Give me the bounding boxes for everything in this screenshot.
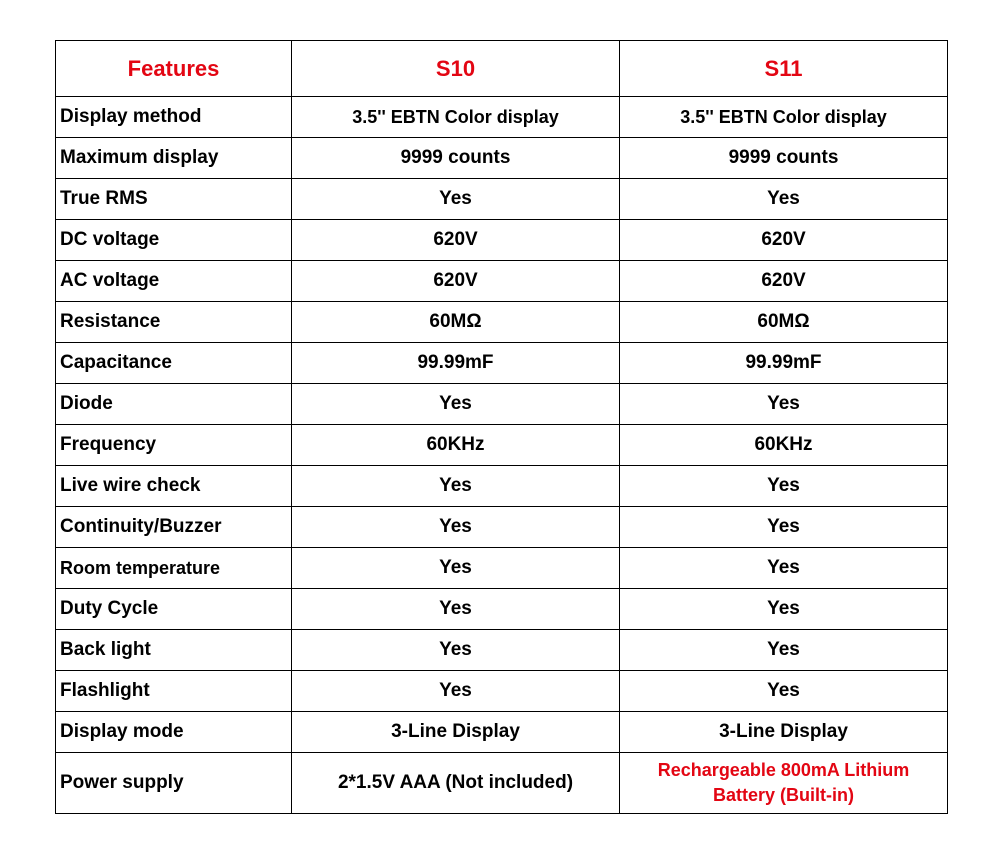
feature-label: Capacitance [56,343,292,384]
s11-value: Yes [620,630,948,671]
s11-power-line1: Rechargeable 800mA Lithium [657,760,910,780]
table-row [56,753,948,814]
feature-label: Continuity/Buzzer [56,507,292,548]
header-s10: S10 [292,41,620,97]
s10-value: 60MΩ [292,302,620,343]
feature-label: Maximum display [56,138,292,179]
feature-label: Room temperature [56,548,292,589]
table-row [56,466,948,507]
s10-value: Yes [292,548,620,589]
table-row [56,220,948,261]
table-row [56,179,948,220]
s11-value: Yes [620,507,948,548]
s11-value-highlight [620,753,948,814]
s11-value: Yes [620,179,948,220]
s11-value: Yes [620,548,948,589]
feature-label: Power supply [56,753,292,814]
s11-value: 620V [620,261,948,302]
feature-label: True RMS [56,179,292,220]
s10-value: 3-Line Display [292,712,620,753]
table-row [56,630,948,671]
feature-label: Display method [56,97,292,138]
header-s11: S11 [620,41,948,97]
s11-value: Yes [620,466,948,507]
s11-value: 60KHz [620,425,948,466]
header-row [56,41,948,97]
s11-value: Yes [620,671,948,712]
s10-value: 620V [292,261,620,302]
s10-value: 99.99mF [292,343,620,384]
s11-value: 620V [620,220,948,261]
feature-label: AC voltage [56,261,292,302]
table-row [56,302,948,343]
s10-value: Yes [292,466,620,507]
header-features: Features [56,41,292,97]
s10-value: Yes [292,589,620,630]
s10-value: Yes [292,179,620,220]
table-row [56,589,948,630]
s10-value: Yes [292,671,620,712]
feature-label: Frequency [56,425,292,466]
feature-label: Back light [56,630,292,671]
feature-label: Resistance [56,302,292,343]
table-row [56,261,948,302]
s11-value: 99.99mF [620,343,948,384]
feature-label: Diode [56,384,292,425]
s11-value: 9999 counts [620,138,948,179]
s11-power-line2: Battery (Built-in) [713,785,854,805]
s10-value: 9999 counts [292,138,620,179]
s11-value: Yes [620,589,948,630]
table-row [56,343,948,384]
s10-value: Yes [292,507,620,548]
s10-value: 620V [292,220,620,261]
table-row [56,507,948,548]
feature-label: Flashlight [56,671,292,712]
s10-value: Yes [292,630,620,671]
s11-value: 3-Line Display [620,712,948,753]
table-row [56,138,948,179]
table-row [56,712,948,753]
spec-comparison-table [55,40,948,814]
table-row [56,671,948,712]
table-row [56,425,948,466]
table-row [56,384,948,425]
s10-value: Yes [292,384,620,425]
table-row [56,97,948,138]
feature-label: DC voltage [56,220,292,261]
table-row [56,548,948,589]
s10-value: 2*1.5V AAA (Not included) [292,753,620,814]
s10-value: 60KHz [292,425,620,466]
feature-label: Display mode [56,712,292,753]
s11-value: 60MΩ [620,302,948,343]
feature-label: Duty Cycle [56,589,292,630]
feature-label: Live wire check [56,466,292,507]
s11-value: Yes [620,384,948,425]
s10-value: 3.5'' EBTN Color display [292,97,620,138]
s11-value: 3.5'' EBTN Color display [620,97,948,138]
